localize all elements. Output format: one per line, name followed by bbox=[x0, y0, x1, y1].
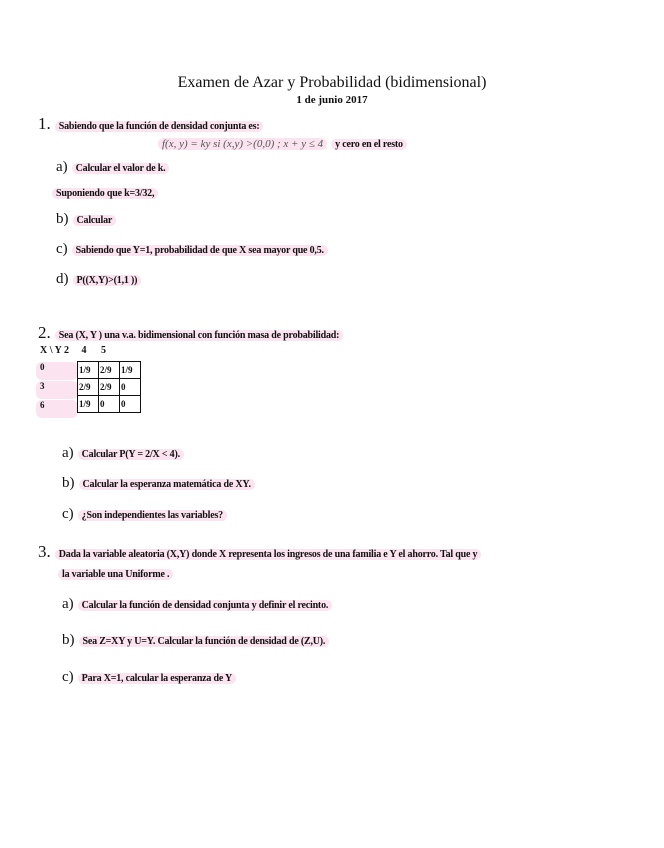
q1-item-d bbox=[56, 270, 141, 288]
table-cell: 1/9 bbox=[120, 362, 141, 379]
table-row-label: 0 bbox=[36, 362, 78, 380]
table-cell: 1/9 bbox=[78, 362, 99, 379]
table-cell: 2/9 bbox=[99, 379, 120, 396]
table-row bbox=[78, 379, 141, 396]
table-cell: 2/9 bbox=[99, 362, 120, 379]
q2-item-c-text: ¿Son independientes las variables? bbox=[78, 510, 227, 521]
q1-item-c-letter: c) bbox=[56, 241, 68, 257]
q1-item-a-text: Calcular el valor de k. bbox=[72, 163, 170, 174]
q2-item-c-letter: c) bbox=[62, 506, 74, 522]
q2-item-a-text: Calcular P(Y = 2/X < 4). bbox=[78, 449, 184, 460]
table-row bbox=[78, 396, 141, 413]
question-1-intro: Sabiendo que la función de densidad conjunta es: bbox=[55, 121, 264, 132]
q3-item-a-text: Calcular la función de densidad conjunta y definir el recinto. bbox=[78, 600, 333, 611]
q1-item-a-letter: a) bbox=[56, 159, 68, 175]
q3-item-c bbox=[62, 668, 236, 686]
table-col-header: 4 bbox=[81, 345, 87, 356]
table-row bbox=[78, 362, 141, 379]
q2-item-c bbox=[62, 505, 227, 523]
question-3-number: 3 bbox=[38, 542, 47, 561]
page-title: Examen de Azar y Probabilidad (bidimensional) bbox=[177, 74, 487, 91]
q3-item-b-text: Sea Z=XY y U=Y. Calcular la función de densidad de (Z,U). bbox=[79, 636, 330, 647]
q3-item-c-text: Para X=1, calcular la esperanza de Y bbox=[78, 673, 236, 684]
probability-table bbox=[77, 361, 141, 413]
q3-item-a bbox=[62, 595, 332, 613]
exam-date: 1 de junio 2017 bbox=[296, 94, 368, 106]
table-row-label: 3 bbox=[36, 381, 78, 399]
table-header-row bbox=[40, 345, 106, 356]
q3-item-b bbox=[62, 631, 329, 649]
q2-item-b-letter: b) bbox=[62, 475, 75, 491]
row-labels bbox=[36, 362, 78, 418]
question-2-number: 2 bbox=[38, 323, 47, 342]
q1-item-a bbox=[56, 158, 169, 176]
table-cell: 0 bbox=[99, 396, 120, 413]
q2-item-b-text: Calcular la esperanza matemática de XY. bbox=[79, 479, 255, 490]
table-cell: 0 bbox=[120, 379, 141, 396]
q1-item-d-text: P((X,Y)>(1,1 )) bbox=[73, 275, 142, 286]
q1-item-b-letter: b) bbox=[56, 211, 69, 227]
q2-item-a-letter: a) bbox=[62, 445, 74, 461]
q3-item-c-letter: c) bbox=[62, 669, 74, 685]
question-1-number: 1 bbox=[38, 114, 47, 133]
question-3-intro-line1: Dada la variable aleatoria (X,Y) donde X representa los ingresos de una familia e Y el ahorro. Tal que y bbox=[55, 549, 482, 560]
q1-item-d-letter: d) bbox=[56, 271, 69, 287]
question-2-heading: 2. Sea (X, Y ) una v.a. bidimensional con función masa de probabilidad: bbox=[38, 323, 343, 343]
q1-item-c-text: Sabiendo que Y=1, probabilidad de que X sea mayor que 0,5. bbox=[72, 245, 328, 256]
q3-item-a-letter: a) bbox=[62, 596, 74, 612]
q1-item-b bbox=[56, 210, 116, 228]
table-col-header: 2 bbox=[63, 345, 69, 356]
question-1-heading: 1. Sabiendo que la función de densidad conjunta es: bbox=[38, 114, 263, 134]
density-formula-line bbox=[158, 134, 407, 152]
table-cell: 1/9 bbox=[78, 396, 99, 413]
q3-item-b-letter: b) bbox=[62, 632, 75, 648]
table-col-header: 5 bbox=[100, 345, 106, 356]
q2-item-a bbox=[62, 444, 184, 462]
question-3-heading: 3. Dada la variable aleatoria (X,Y) donde X representa los ingresos de una familia e Y el ahorro. Tal que y bbox=[38, 542, 481, 562]
q2-item-b bbox=[62, 474, 255, 492]
question-3-intro-cont bbox=[58, 564, 173, 582]
density-formula: f(x, y) = ky si (x,y) >(0,0) ; x + y ≤ 4 bbox=[158, 138, 327, 150]
q1-note-text: Suponiendo que k=3/32, bbox=[52, 188, 158, 199]
q1-note bbox=[52, 183, 158, 201]
question-3-intro-line2: la variable una Uniforme . bbox=[58, 569, 173, 580]
table-row-label: 6 bbox=[36, 400, 78, 418]
q1-item-b-text: Calcular bbox=[73, 215, 117, 226]
density-formula-tail: y cero en el resto bbox=[331, 139, 407, 150]
table-cell: 2/9 bbox=[78, 379, 99, 396]
question-2-intro: Sea (X, Y ) una v.a. bidimensional con función masa de probabilidad: bbox=[55, 330, 344, 341]
q1-item-c bbox=[56, 240, 328, 258]
table-cell: 0 bbox=[120, 396, 141, 413]
table-corner-label: X \ Y bbox=[40, 345, 62, 356]
